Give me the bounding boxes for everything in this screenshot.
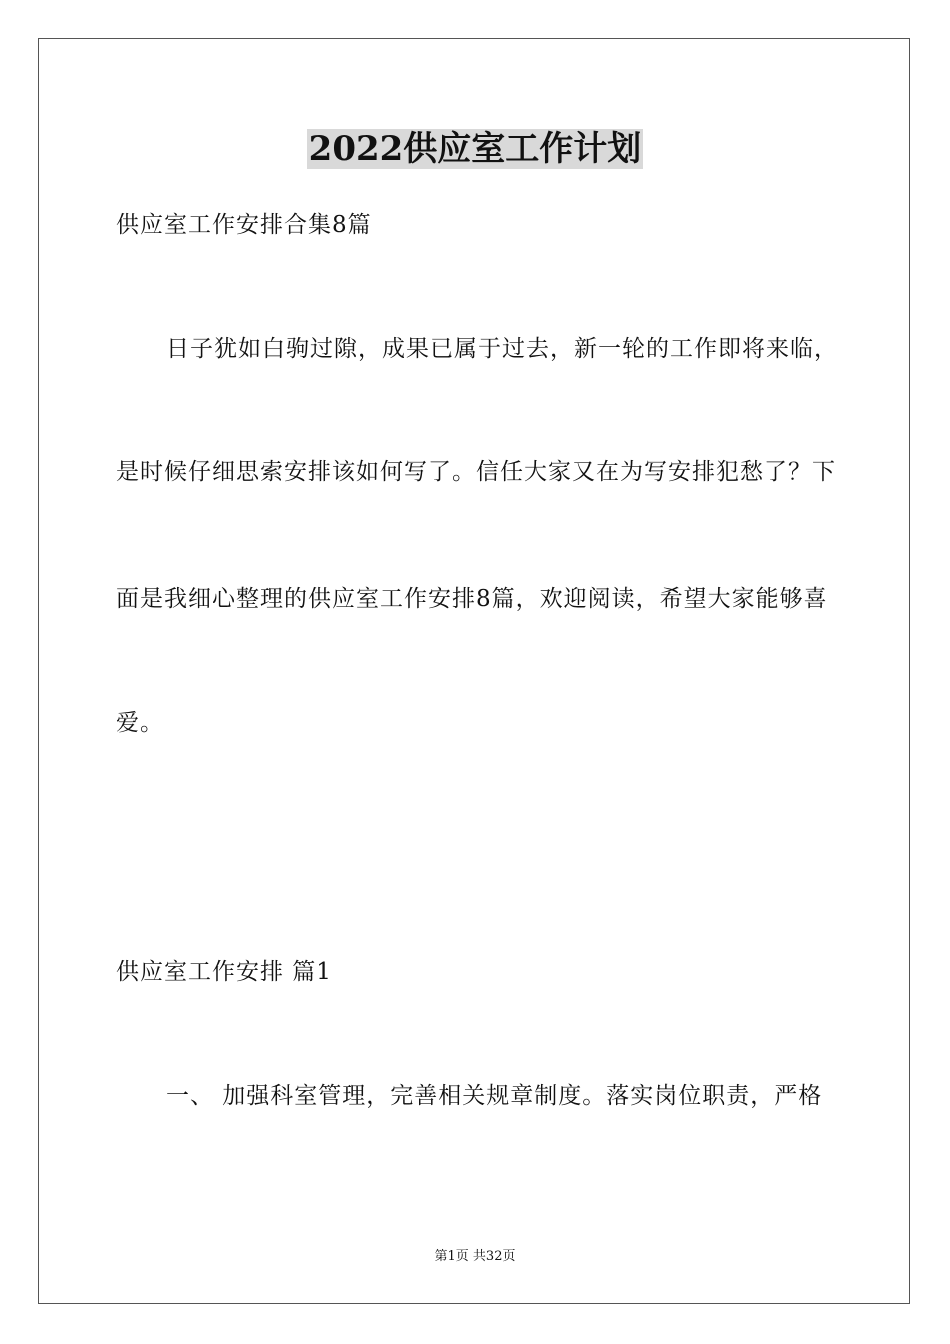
document-subtitle: 供应室工作安排合集8篇 [116, 212, 372, 238]
section-item-line: 一、 加强科室管理，完善相关规章制度。落实岗位职责，严格 [166, 1083, 823, 1109]
intro-line-4: 爱。 [116, 710, 164, 736]
document-title [0, 125, 950, 173]
section-heading: 供应室工作安排 篇1 [116, 959, 332, 985]
page-number: 第1页 共32页 [434, 1249, 516, 1264]
document-title-text: 2022供应室工作计划 [308, 129, 642, 169]
intro-line-1: 日子犹如白驹过隙，成果已属于过去，新一轮的工作即将来临， [166, 336, 838, 362]
intro-line-2: 是时候仔细思索安排该如何写了。信任大家又在为写安排犯愁了？下 [116, 459, 836, 485]
intro-line-3: 面是我细心整理的供应室工作安排8篇，欢迎阅读，希望大家能够喜 [116, 586, 828, 612]
